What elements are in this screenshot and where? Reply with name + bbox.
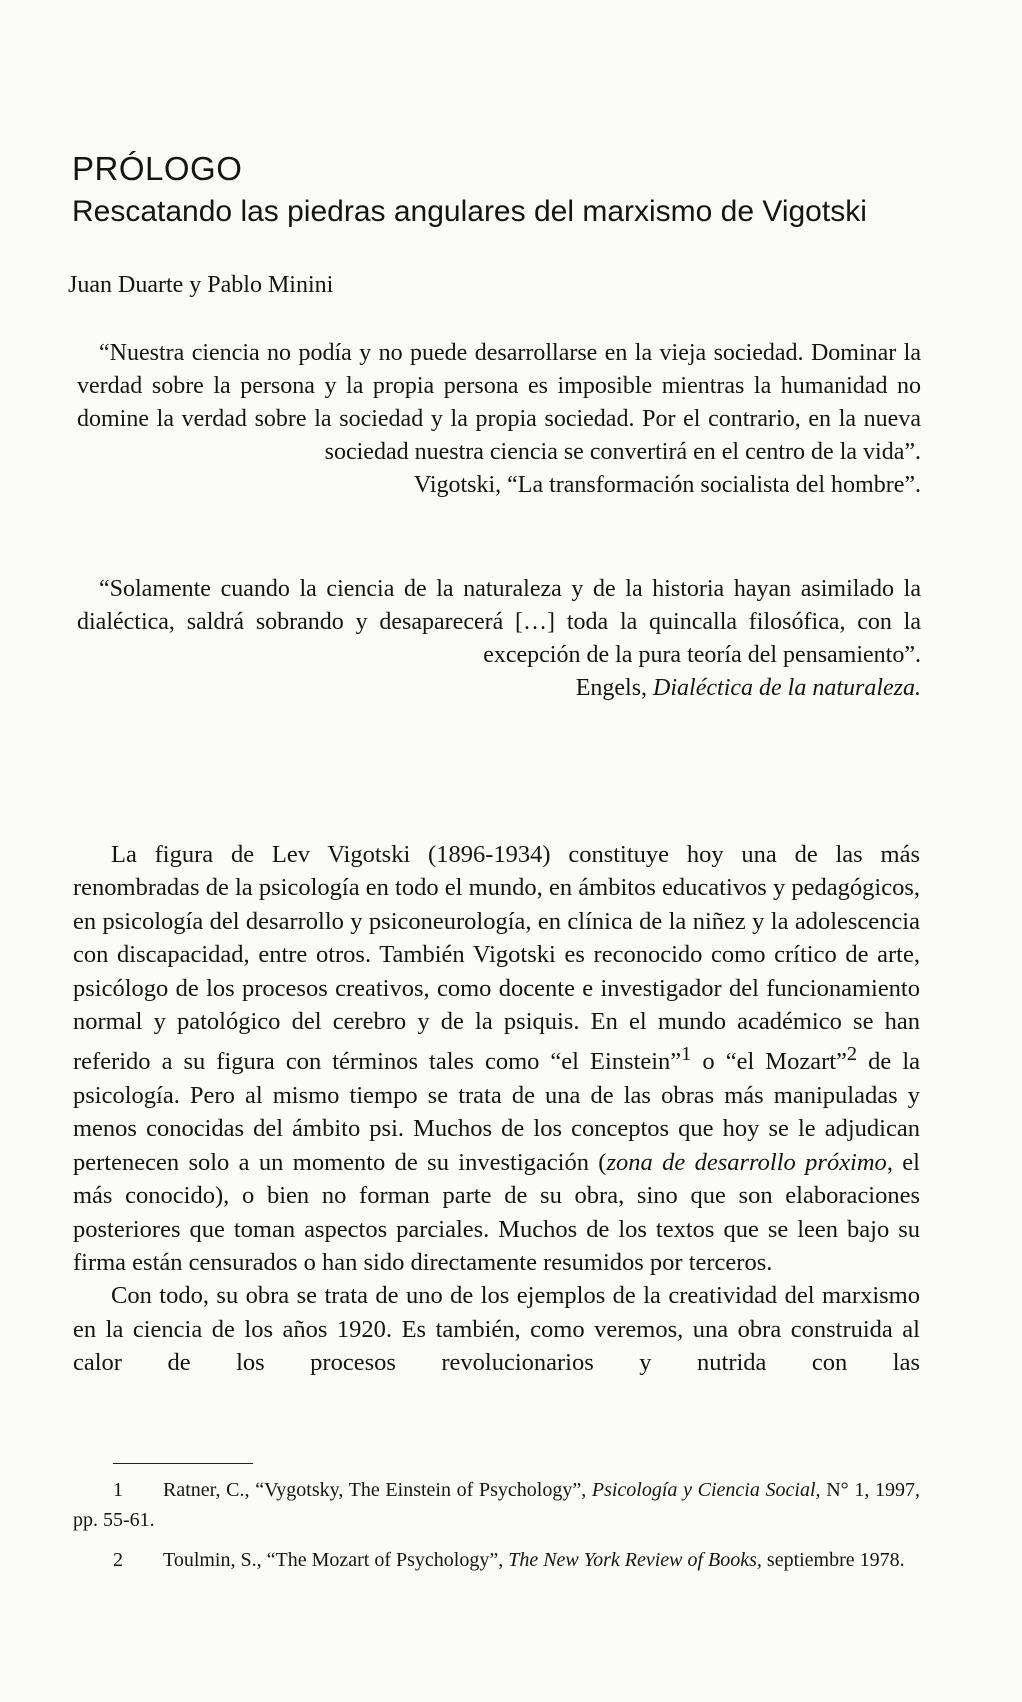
epigraph-attribution: Vigotski, “La transformación socialista del hombre”. <box>413 472 921 498</box>
footnote-text: Toulmin, S., “The Mozart of Psychology”, <box>163 1549 509 1571</box>
authors: Juan Duarte y Pablo Minini <box>68 272 334 298</box>
footnote-source: Psicología y Ciencia Social, <box>591 1479 821 1501</box>
footnote-text: Ratner, C., “Vygotsky, The Einstein of Psychology”, <box>163 1479 592 1501</box>
footnote-number: 1 <box>113 1479 123 1501</box>
footnote-1 <box>73 1475 920 1535</box>
body-paragraph-1 <box>73 838 920 1279</box>
attribution-author: Engels, <box>575 675 654 701</box>
body-text <box>73 838 920 1380</box>
epigraph-quote: “Solamente cuando la ciencia de la naturaleza y de la historia hayan asimilado la dialéctica, saldrá sobrando y desaparecerá […] toda la quincalla filosófica, con la excepción de la pura teoría del pensamiento”. <box>77 576 921 668</box>
epigraph-attribution <box>77 672 921 705</box>
footnote-divider <box>113 1463 253 1464</box>
epigraph-vigotski <box>77 337 921 502</box>
term-zona-desarrollo: zona de desarrollo próximo <box>606 1148 887 1176</box>
epigraph-quote: “Nuestra ciencia no podía y no puede desarrollarse en la vieja sociedad. Dominar la verdad sobre la persona y la propia persona es imposible mientras la humanidad no domine la verdad sobre la sociedad y la propia sociedad. Por el contrario, en la nueva sociedad nuestra ciencia se convertirá en el centro de la vida”. <box>77 340 921 465</box>
footnote-number: 2 <box>113 1549 123 1571</box>
text-run: , el más conocido), o bien no forman parte de su obra, sino que son elaboraciones posteriores que toman aspectos parciales. Muchos de los textos que se leen bajo su firma están censurados o han sido directamente resumidos por terceros. <box>73 1148 920 1277</box>
footnote-ref-2[interactable]: 2 <box>846 1043 858 1066</box>
chapter-heading <box>72 150 867 232</box>
footnote-text: septiembre 1978. <box>761 1549 905 1571</box>
text-run: de la psicología. Pero al mismo tiempo se trata de una de las obras más manipuladas y menos conocidas del ámbito psi. Muchos de los conceptos que hoy se le adjudican pertenecen solo a un momento de su investigación ( <box>73 1048 920 1176</box>
epigraph-engels <box>77 573 921 705</box>
chapter-label: PRÓLOGO <box>72 150 243 187</box>
footnotes <box>73 1475 920 1585</box>
chapter-title: Rescatando las piedras angulares del marxismo de Vigotski <box>72 195 867 228</box>
footnote-source: The New York Review of Books, <box>508 1549 762 1571</box>
footnote-text: N° 1, 1997, pp. 55-61. <box>73 1479 920 1531</box>
body-paragraph-2: Con todo, su obra se trata de uno de los ejemplos de la creatividad del marxismo en la ciencia de los años 1920. Es también, como veremos, una obra construida al calor de los procesos revolucionarios y nutrida con las <box>73 1282 920 1377</box>
footnote-2 <box>73 1545 920 1575</box>
attribution-work: Dialéctica de la naturaleza. <box>653 675 921 701</box>
text-run: o “el Mozart” <box>691 1048 847 1076</box>
text-run: La figura de Lev Vigotski (1896-1934) constituye hoy una de las más renombradas de la psicología en todo el mundo, en ámbitos educativos y pedagógicos, en psicología del desarrollo y psiconeurología, en clínica de la niñez y la adolescencia con discapacidad, entre otros. También Vigotski es reconocido como crítico de arte, psicólogo de los procesos creativos, como docente e investigador del funcionamiento normal y patológico del cerebro y de la psiquis. En el mundo académico se han referido a su figura con términos tales como “el Einstein” <box>73 841 920 1076</box>
footnote-ref-1[interactable]: 1 <box>681 1043 692 1066</box>
